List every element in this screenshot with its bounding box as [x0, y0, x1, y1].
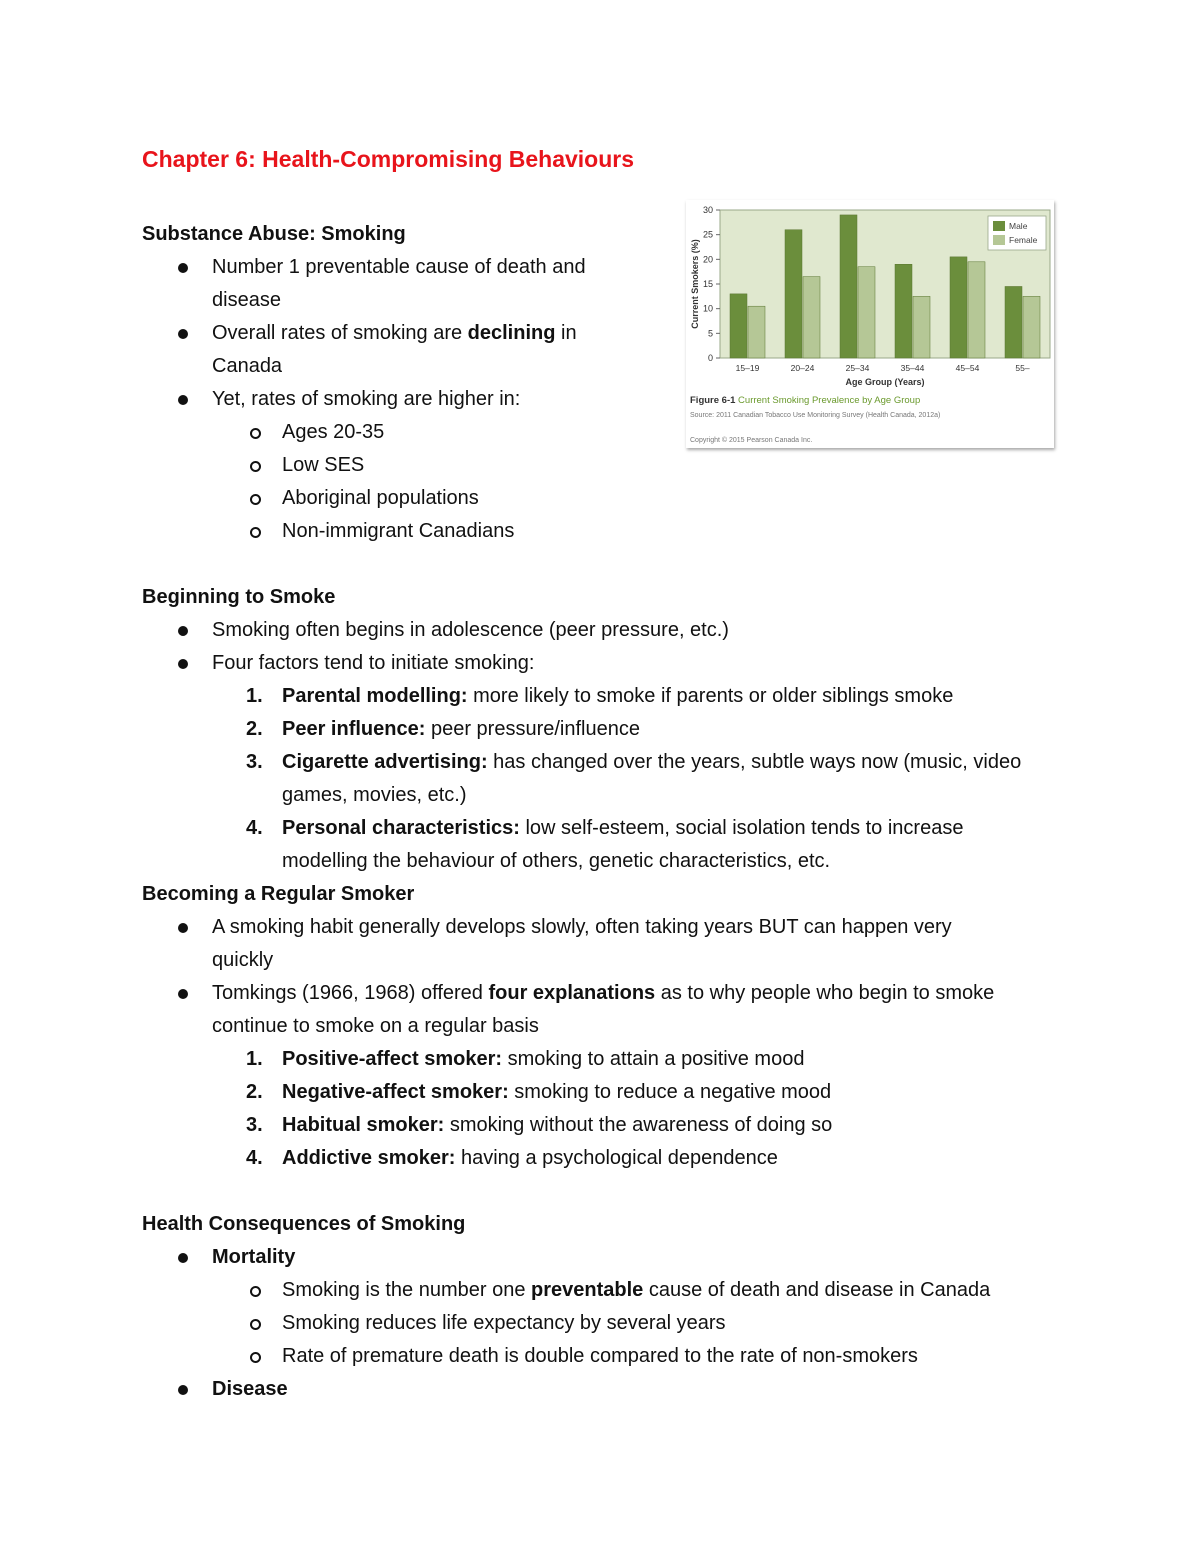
numbered-item: 1. Positive-affect smoker: smoking to attain a positive mood [246, 1048, 805, 1070]
legend-label: Female [1009, 235, 1038, 245]
numbered-item: 2. Negative-affect smoker: smoking to reduce a negative mood [246, 1081, 832, 1103]
chart-title: Current Smoking Prevalence by Age Group [738, 395, 921, 406]
bullet: Four factors tend to initiate smoking: [142, 647, 1082, 680]
numbered-item: 1. Parental modelling: more likely to smoke if parents or older siblings smoke [246, 685, 954, 707]
y-tick-label: 30 [702, 205, 713, 215]
y-axis-label: Current Smokers (%) [690, 239, 700, 329]
x-tick-label: 55– [1015, 363, 1030, 373]
x-tick-label: 15–19 [735, 363, 760, 373]
legend-label: Male [1009, 221, 1028, 231]
numbered-item: 4. Personal characteristics: low self-esteem, social isolation tends to increase [246, 817, 964, 839]
sub-bullet: Smoking reduces life expectancy by several years [142, 1307, 1082, 1340]
numbered-item: 4. Addictive smoker: having a psychological dependence [246, 1147, 778, 1169]
sub-bullet: Low SES [142, 449, 1082, 482]
y-tick-label: 5 [707, 328, 713, 339]
figure-label: Figure 6-1 [690, 395, 739, 406]
y-tick-label: 15 [702, 279, 713, 289]
section-heading-health-consequences: Health Consequences of Smoking [142, 1213, 466, 1235]
sub-bullet: Ages 20-35 [142, 416, 1082, 449]
sub-bullet: Non-immigrant Canadians [142, 515, 1082, 548]
x-axis-label: Age Group (Years) [845, 377, 925, 387]
document-body [142, 218, 1082, 1406]
page-title: Chapter 6: Health-Compromising Behaviours [142, 146, 635, 172]
section-heading-smoking: Substance Abuse: Smoking [142, 223, 406, 245]
bullet-continuation: continue to smoke on a regular basis [212, 1015, 539, 1037]
sub-bullet: Smoking is the number one preventable cause of death and disease in Canada [142, 1274, 1082, 1307]
bullet: Mortality [142, 1241, 1082, 1274]
numbered-item: 3. Cigarette advertising: has changed over the years, subtle ways now (music, video [246, 751, 1022, 773]
bullet: Disease [142, 1373, 1082, 1406]
sub-bullet: Aboriginal populations [142, 482, 1082, 515]
bullet: Number 1 preventable cause of death and [142, 251, 1082, 284]
bullet: A smoking habit generally develops slowly, often taking years BUT can happen very [142, 911, 1082, 944]
bullet: Yet, rates of smoking are higher in: [142, 383, 1082, 416]
x-tick-label: 35–44 [900, 363, 925, 373]
y-tick-label: 10 [702, 303, 713, 314]
y-tick-label: 0 [707, 353, 713, 363]
bullet: Smoking often begins in adolescence (peer pressure, etc.) [142, 614, 1082, 647]
y-tick-label: 25 [702, 229, 713, 240]
section-heading-beginning: Beginning to Smoke [142, 586, 336, 608]
numbered-item: 2. Peer influence: peer pressure/influence [246, 718, 640, 740]
x-tick-label: 25–34 [845, 363, 870, 373]
x-tick-label: 20–24 [790, 363, 815, 373]
bullet-continuation: Canada [212, 355, 283, 377]
numbered-item: 3. Habitual smoker: smoking without the awareness of doing so [246, 1114, 833, 1136]
bullet: Overall rates of smoking are declining in [142, 317, 1082, 350]
numbered-item-continuation: modelling the behaviour of others, genetic characteristics, etc. [282, 850, 831, 872]
figure-copyright: Copyright © 2015 Pearson Canada Inc. [690, 437, 813, 444]
sub-bullet: Rate of premature death is double compared to the rate of non-smokers [142, 1340, 1082, 1373]
section-heading-regular-smoker: Becoming a Regular Smoker [142, 883, 415, 905]
x-tick-label: 45–54 [955, 363, 980, 373]
numbered-item-continuation: games, movies, etc.) [282, 784, 467, 806]
bullet-continuation: quickly [212, 949, 274, 971]
figure-source: Source: 2011 Canadian Tobacco Use Monitoring Survey (Health Canada, 2012a) [690, 412, 941, 419]
y-tick-label: 20 [702, 254, 713, 265]
bullet-continuation: disease [212, 289, 281, 311]
bullet: Tomkings (1966, 1968) offered four explanations as to why people who begin to smoke [142, 977, 1082, 1010]
